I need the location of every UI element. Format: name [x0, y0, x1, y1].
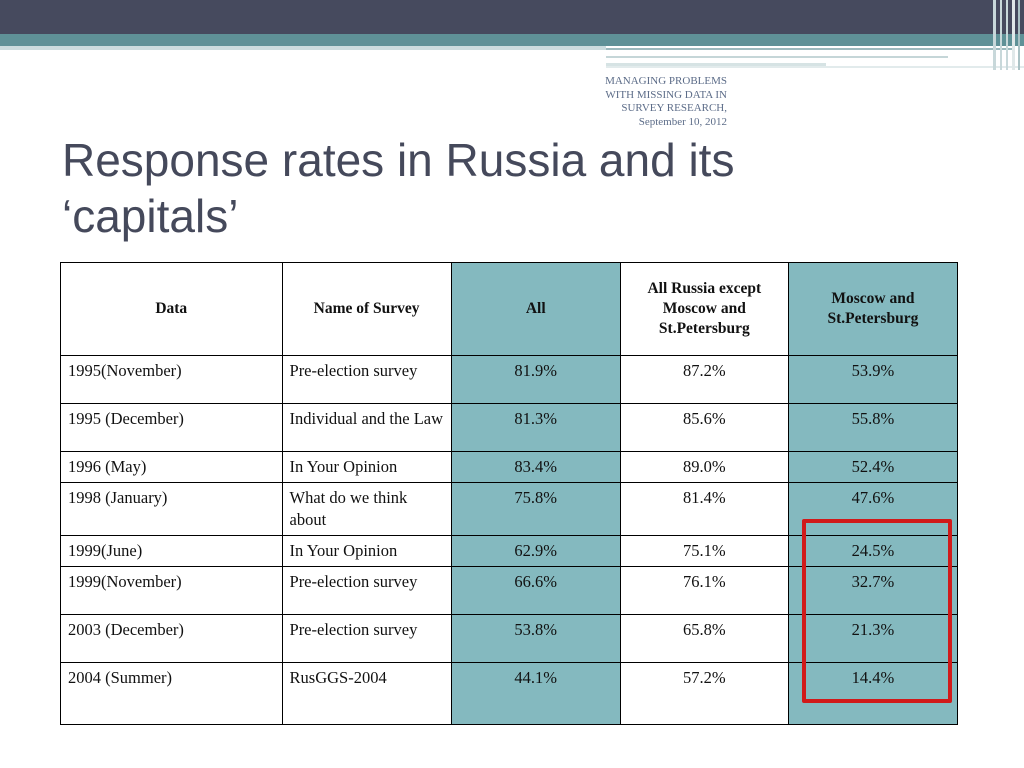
header-all: All — [451, 263, 620, 356]
cell-date: 1995 (December) — [61, 404, 283, 452]
cell-capitals: 47.6% — [788, 483, 957, 536]
cell-survey: Pre-election survey — [282, 567, 451, 615]
cell-except: 89.0% — [620, 452, 788, 483]
decorative-line — [606, 56, 948, 58]
cell-capitals: 21.3% — [788, 615, 957, 663]
cell-except: 57.2% — [620, 663, 788, 725]
decorative-stripe — [1000, 0, 1002, 70]
cell-all: 81.9% — [451, 356, 620, 404]
cell-all: 44.1% — [451, 663, 620, 725]
table-row — [61, 452, 958, 483]
decorative-line — [606, 48, 1012, 50]
cell-except: 81.4% — [620, 483, 788, 536]
cell-date: 1999(November) — [61, 567, 283, 615]
header-dark-band — [0, 0, 1024, 34]
cell-date: 1996 (May) — [61, 452, 283, 483]
header-all-russia-except: All Russia except Moscow and St.Petersburg — [620, 263, 788, 356]
header-light-band — [0, 46, 606, 50]
header-note: MANAGING PROBLEMS WITH MISSING DATA IN SURVEY RESEARCH, September 10, 2012 — [605, 75, 727, 128]
header-moscow-st-petersburg: Moscow and St.Petersburg — [788, 263, 957, 356]
table-row — [61, 356, 958, 404]
highlight-box — [802, 519, 952, 703]
cell-date: 1995(November) — [61, 356, 283, 404]
cell-all: 83.4% — [451, 452, 620, 483]
cell-capitals: 55.8% — [788, 404, 957, 452]
decorative-line — [606, 66, 1024, 68]
cell-all: 75.8% — [451, 483, 620, 536]
cell-date: 2004 (Summer) — [61, 663, 283, 725]
cell-date: 1998 (January) — [61, 483, 283, 536]
header-teal-band — [0, 34, 1024, 46]
cell-survey: Pre-election survey — [282, 356, 451, 404]
decorative-stripe — [1012, 0, 1015, 70]
cell-all: 62.9% — [451, 536, 620, 567]
header-name-of-survey: Name of Survey — [282, 263, 451, 356]
header-data: Data — [61, 263, 283, 356]
cell-except: 76.1% — [620, 567, 788, 615]
cell-survey: What do we think about — [282, 483, 451, 536]
table-row — [61, 404, 958, 452]
title-line-1: Response rates in Russia and its — [62, 134, 735, 186]
cell-except: 87.2% — [620, 356, 788, 404]
cell-capitals: 24.5% — [788, 536, 957, 567]
decorative-stripe — [993, 0, 996, 70]
title-line-2: ‘capitals’ — [62, 190, 239, 242]
table-header-row — [61, 263, 958, 356]
slide-title — [62, 132, 862, 244]
cell-capitals: 32.7% — [788, 567, 957, 615]
cell-except: 85.6% — [620, 404, 788, 452]
decorative-stripe — [1006, 0, 1008, 70]
cell-all: 81.3% — [451, 404, 620, 452]
cell-date: 2003 (December) — [61, 615, 283, 663]
cell-capitals: 14.4% — [788, 663, 957, 725]
cell-date: 1999(June) — [61, 536, 283, 567]
cell-survey: RusGGS-2004 — [282, 663, 451, 725]
cell-capitals: 53.9% — [788, 356, 957, 404]
cell-survey: Individual and the Law — [282, 404, 451, 452]
cell-survey: Pre-election survey — [282, 615, 451, 663]
cell-capitals: 52.4% — [788, 452, 957, 483]
cell-survey: In Your Opinion — [282, 536, 451, 567]
cell-except: 75.1% — [620, 536, 788, 567]
decorative-stripe — [1018, 0, 1020, 70]
cell-survey: In Your Opinion — [282, 452, 451, 483]
cell-except: 65.8% — [620, 615, 788, 663]
cell-all: 53.8% — [451, 615, 620, 663]
cell-all: 66.6% — [451, 567, 620, 615]
